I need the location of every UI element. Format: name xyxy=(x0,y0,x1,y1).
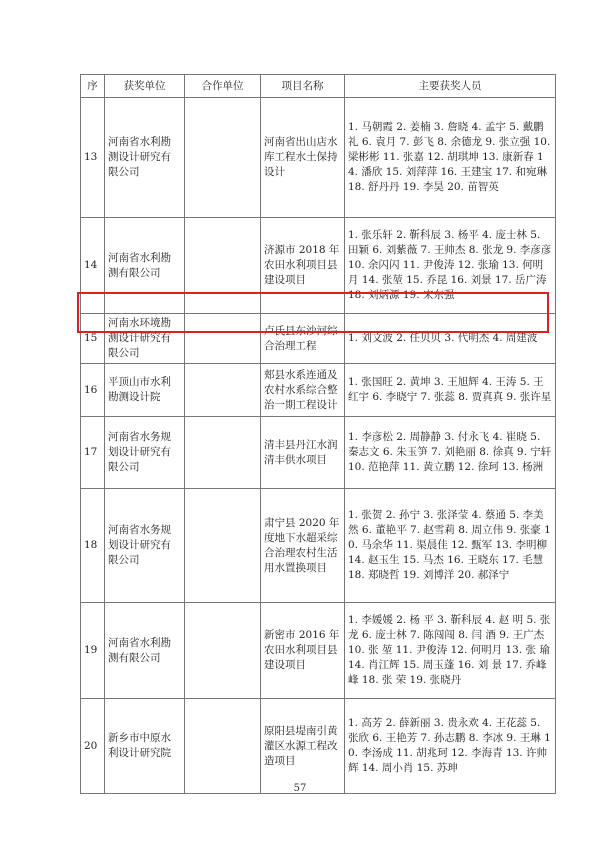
row-project: 河南省出山店水库工程水土保持设计 xyxy=(261,98,345,218)
row-seq: 13 xyxy=(81,98,105,218)
row-partner xyxy=(185,699,261,794)
row-partner xyxy=(185,417,261,489)
table-row xyxy=(81,699,556,794)
row-people: 1. 高芳 2. 薛新丽 3. 贵永欢 4. 王花蕊 5. 张欣 6. 王艳芳 7. 孙志鹏 8. 李冰 9. 王琳 10. 李汤成 11. 胡兆珂 12. 李海青 13. 许帅辉 14. 周小肖 15. 苏珅 xyxy=(345,699,556,794)
row-people: 1. 马朝霞 2. 姜楠 3. 詹晓 4. 孟宇 5. 戴鹏礼 6. 袁月 7. 彭飞 8. 余德龙 9. 张立强 10. 梁彬彬 11. 张嘉 12. 胡琪坤 13. 康新春 14. 潘欣 15. 刘萍萍 16. 王建宝 17. 和宛琳 18. 舒丹丹 19. 李昊 20. 苗智英 xyxy=(345,98,556,218)
row-project: 新密市 2016 年农田水利项目县建设项目 xyxy=(261,603,345,699)
row-unit: 河南省水务规划设计研究有限公司 xyxy=(105,489,185,603)
row-partner xyxy=(185,364,261,417)
row-unit: 河南省水务规划设计研究有限公司 xyxy=(105,417,185,489)
row-people: 1. 李彦松 2. 周静静 3. 付永飞 4. 崔晓 5. 秦志文 6. 朱玉笋 7. 刘艳丽 8. 徐真 9. 宁轩 10. 范艳萍 11. 黄立鹏 12. 徐珂 13. 杨洲 xyxy=(345,417,556,489)
row-seq: 15 xyxy=(81,314,105,364)
header-people: 主要获奖人员 xyxy=(345,75,556,98)
row-partner xyxy=(185,489,261,603)
row-people: 1. 刘文波 2. 任贝贝 3. 代明杰 4. 周建波 xyxy=(345,314,556,364)
table-header-row xyxy=(81,75,556,98)
table-row xyxy=(81,417,556,489)
row-people: 1. 张国旺 2. 黄坤 3. 王旭辉 4. 王涛 5. 王红宇 6. 李晓宁 7. 张蕊 8. 贾真真 9. 张许星 xyxy=(345,364,556,417)
table-row xyxy=(81,98,556,218)
row-people: 1. 张乐轩 2. 靳科辰 3. 杨平 4. 庞士林 5. 田颖 6. 刘紫薇 7. 王帅杰 8. 张龙 9. 李彦彦 10. 余闪闪 11. 尹俊涛 12. 张瑜 13. 何明月 14. 张堃 15. 乔昆 16. 刘景 17. 岳广涛 18. 刘炳源 19. 宋东强 xyxy=(345,218,556,314)
row-partner xyxy=(185,98,261,218)
row-unit: 河南省水利勘测有限公司 xyxy=(105,603,185,699)
row-seq: 18 xyxy=(81,489,105,603)
row-people: 1. 张贺 2. 孙宁 3. 张泽莹 4. 蔡通 5. 李美然 6. 董艳平 7. 赵雪莉 8. 周立伟 9. 张豪 10. 马余华 11. 渠晨佳 12. 甄军 13. 李明柳 14. 赵玉生 15. 马杰 16. 王晓东 17. 毛慧 18. 郑晓哲 19. 刘博洋 20. 郝泽宁 xyxy=(345,489,556,603)
table-row xyxy=(81,489,556,603)
row-project: 郏县水系连通及农村水系综合整治一期工程设计 xyxy=(261,364,345,417)
header-unit: 获奖单位 xyxy=(105,75,185,98)
row-seq: 16 xyxy=(81,364,105,417)
row-seq: 17 xyxy=(81,417,105,489)
table-row xyxy=(81,603,556,699)
row-project: 原阳县堤南引黄灌区水源工程改造项目 xyxy=(261,699,345,794)
row-unit: 新乡市中原水利设计研究院 xyxy=(105,699,185,794)
table-row xyxy=(81,218,556,314)
header-partner: 合作单位 xyxy=(185,75,261,98)
row-partner xyxy=(185,314,261,364)
row-unit: 河南省水利勘测有限公司 xyxy=(105,218,185,314)
header-project: 项目名称 xyxy=(261,75,345,98)
row-project: 卢氏县东沙河综合治理工程 xyxy=(261,314,345,364)
table-row xyxy=(81,314,556,364)
row-partner xyxy=(185,218,261,314)
table-row xyxy=(81,364,556,417)
awards-table xyxy=(80,74,556,794)
row-people: 1. 李媛媛 2. 杨 平 3. 靳科辰 4. 赵 明 5. 张 龙 6. 庞士林 7. 陈闯闯 8. 闫 酒 9. 王广杰 10. 张 堃 11. 尹俊涛 12. 何明月 13. 张 瑜 14. 肖江辉 15. 周玉蓬 16. 刘 景 17. 乔峰峰 18. 张 荣 19. 张晓丹 xyxy=(345,603,556,699)
row-seq: 20 xyxy=(81,699,105,794)
row-project: 济源市 2018 年农田水利项目县建设项目 xyxy=(261,218,345,314)
row-project: 清丰县丹江水润清丰供水项目 xyxy=(261,417,345,489)
page-number: 57 xyxy=(293,783,307,794)
row-partner xyxy=(185,603,261,699)
row-unit: 平顶山市水利勘测设计院 xyxy=(105,364,185,417)
header-seq: 序 xyxy=(81,75,105,98)
row-seq: 19 xyxy=(81,603,105,699)
row-seq: 14 xyxy=(81,218,105,314)
row-project: 肃宁县 2020 年度地下水超采综合治理农村生活用水置换项目 xyxy=(261,489,345,603)
row-unit: 河南省水利勘测设计研究有限公司 xyxy=(105,98,185,218)
row-unit: 河南水环境勘测设计研究有限公司 xyxy=(105,314,185,364)
